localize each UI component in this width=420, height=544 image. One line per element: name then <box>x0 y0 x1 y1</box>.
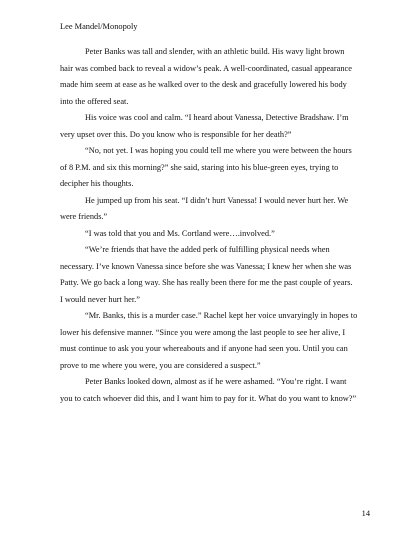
text-line: Patty. We go back a long way. She has really been there for me the past couple of years. <box>60 278 353 287</box>
text-line: lower his defensive manner. “Since you were among the last people to see her alive, I <box>60 327 346 337</box>
text-line: “We’re friends that have the added perk of fulfilling physical needs when <box>85 245 330 254</box>
text-line: “No, not yet. I was hoping you could tell me where you were between the hours <box>85 146 352 155</box>
text-line: into the offered seat. <box>60 96 129 106</box>
text-line: His voice was cool and calm. “I heard about Vanessa, Detective Bradshaw. I’m <box>85 113 349 122</box>
paragraph <box>60 308 362 374</box>
manuscript-body <box>60 44 362 407</box>
text-line: Peter Banks looked down, almost as if he were ashamed. “You’re right. I want <box>85 377 347 386</box>
text-line: you to catch whoever did this, and I want him to pay for it. What do you want to know?” <box>60 393 357 403</box>
text-line: must continue to ask you your whereabouts and if anyone had seen you. Until you can <box>60 344 348 353</box>
text-line: “I was told that you and Ms. Cortland were….involved.” <box>85 228 275 238</box>
text-line: decipher his thoughts. <box>60 179 134 188</box>
text-line: were friends.” <box>60 212 108 221</box>
text-line: “Mr. Banks, this is a murder case.” Rachel kept her voice unvaryingly in hopes to <box>85 311 358 320</box>
text-line: of 8 P.M. and six this morning?” she said, staring into his blue-green eyes, trying to <box>60 162 339 172</box>
paragraph <box>60 193 362 226</box>
text-line: He jumped up from his seat. “I didn’t hurt Vanessa! I would never hurt her. We <box>85 195 349 205</box>
page-number: 14 <box>361 509 370 518</box>
text-line: made him seem at ease as he walked over to the desk and gracefully lowered his body <box>60 80 347 89</box>
paragraph <box>60 374 362 407</box>
text-line: Peter Banks was tall and slender, with an athletic build. His wavy light brown <box>85 47 345 56</box>
text-line: very upset over this. Do you know who is responsible for her death?” <box>60 129 292 139</box>
paragraph <box>60 226 362 243</box>
running-head: Lee Mandel/Monopoly <box>60 22 138 31</box>
paragraph <box>60 143 362 193</box>
paragraph <box>60 110 362 143</box>
paragraph <box>60 242 362 308</box>
text-line: necessary. I’ve known Vanessa since before she was Vanessa; I knew her when she was <box>60 261 352 271</box>
paragraph <box>60 44 362 110</box>
text-line: hair was combed back to reveal a widow’s peak. A well-coordinated, casual appearance <box>60 63 352 73</box>
text-line: prove to me where you were, you are considered a suspect.” <box>60 360 261 370</box>
text-line: I would never hurt her.” <box>60 294 140 304</box>
